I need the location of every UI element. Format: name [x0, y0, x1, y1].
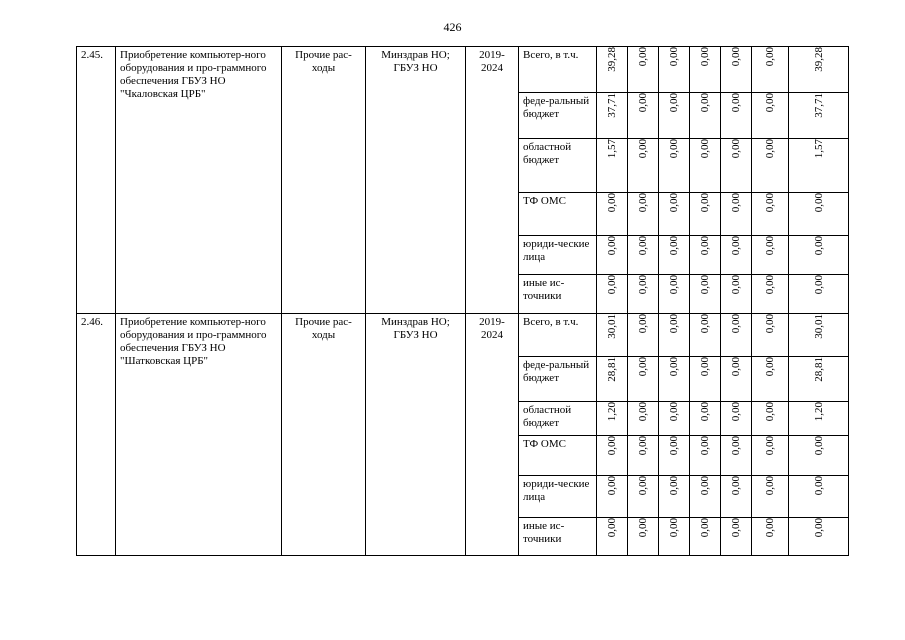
value-cell — [721, 236, 752, 275]
category-label: областной бюджет — [523, 141, 572, 166]
value-text: 0,00 — [699, 357, 711, 377]
value-cell — [628, 275, 659, 314]
value-cell — [659, 139, 690, 193]
value-text: 0,00 — [637, 139, 649, 159]
value-text: 0,00 — [668, 314, 680, 334]
value-cell — [628, 476, 659, 518]
value-cell — [752, 476, 789, 518]
page-number: 426 — [443, 20, 462, 34]
value-text: 0,00 — [668, 139, 680, 159]
value-text: 0,00 — [668, 518, 680, 538]
value-text: 0,00 — [812, 236, 825, 256]
expense-type-cell — [282, 314, 366, 556]
value-text: 0,00 — [637, 357, 649, 377]
expense-type: Прочие рас-ходы — [295, 316, 352, 341]
value-cell — [721, 47, 752, 93]
value-text: 0,00 — [699, 47, 711, 67]
value-cell — [659, 357, 690, 402]
value-text: 0,00 — [730, 275, 742, 295]
item-title: Приобретение компьютер-ного оборудования и про-граммного обеспечения ГБУЗ НО "Чкаловская ЦРБ" — [120, 49, 267, 100]
value-text: 0,00 — [637, 518, 649, 538]
value-text: 0,00 — [764, 357, 776, 377]
category-label: феде-ральный бюджет — [523, 359, 590, 384]
value-cell — [628, 236, 659, 275]
category-cell — [519, 357, 597, 402]
value-cell — [690, 357, 721, 402]
table-row — [77, 314, 849, 357]
value-text: 0,00 — [637, 476, 649, 496]
value-cell — [659, 93, 690, 139]
value-cell — [690, 314, 721, 357]
value-cell — [789, 139, 849, 193]
value-text: 0,00 — [730, 357, 742, 377]
value-text: 0,00 — [606, 518, 618, 538]
value-text: 0,00 — [764, 275, 776, 295]
value-text: 0,00 — [730, 193, 742, 213]
value-cell — [628, 47, 659, 93]
category-label: Всего, в т.ч. — [523, 316, 579, 328]
value-cell — [597, 402, 628, 436]
period: 2019-2024 — [479, 49, 505, 74]
value-cell — [752, 314, 789, 357]
value-cell — [789, 193, 849, 236]
value-text: 39,28 — [812, 47, 825, 72]
value-text: 0,00 — [699, 193, 711, 213]
expense-type-cell — [282, 47, 366, 314]
value-text: 0,00 — [637, 47, 649, 67]
value-cell — [752, 93, 789, 139]
category-cell — [519, 139, 597, 193]
value-cell — [628, 518, 659, 556]
value-text: 0,00 — [637, 275, 649, 295]
value-cell — [690, 518, 721, 556]
value-cell — [597, 476, 628, 518]
category-label: Всего, в т.ч. — [523, 49, 579, 61]
value-text: 0,00 — [812, 436, 825, 456]
category-cell — [519, 314, 597, 357]
value-text: 0,00 — [637, 436, 649, 456]
value-text: 0,00 — [764, 314, 776, 334]
value-text: 30,01 — [812, 314, 825, 339]
value-text: 0,00 — [764, 193, 776, 213]
table-row — [77, 47, 849, 93]
value-cell — [659, 47, 690, 93]
value-cell — [721, 436, 752, 476]
value-text: 0,00 — [637, 314, 649, 334]
category-label: иные ис-точники — [523, 277, 565, 302]
category-cell — [519, 402, 597, 436]
category-cell — [519, 275, 597, 314]
value-cell — [752, 402, 789, 436]
value-text: 0,00 — [764, 47, 776, 67]
value-cell — [690, 139, 721, 193]
value-cell — [690, 47, 721, 93]
value-cell — [789, 357, 849, 402]
value-text: 0,00 — [637, 193, 649, 213]
category-cell — [519, 518, 597, 556]
value-text: 0,00 — [730, 518, 742, 538]
period-cell — [466, 314, 519, 556]
value-cell — [690, 402, 721, 436]
value-cell — [597, 139, 628, 193]
value-cell — [789, 476, 849, 518]
executor: Минздрав НО; ГБУЗ НО — [381, 316, 450, 341]
value-text: 0,00 — [637, 402, 649, 422]
value-text: 0,00 — [668, 93, 680, 113]
value-text: 0,00 — [606, 476, 618, 496]
category-cell — [519, 436, 597, 476]
value-text: 0,00 — [730, 236, 742, 256]
value-cell — [628, 139, 659, 193]
item-number-cell — [77, 47, 116, 314]
value-cell — [721, 476, 752, 518]
value-text: 0,00 — [699, 436, 711, 456]
value-cell — [597, 357, 628, 402]
value-cell — [659, 436, 690, 476]
value-cell — [721, 93, 752, 139]
value-cell — [789, 47, 849, 93]
value-cell — [752, 139, 789, 193]
value-text: 0,00 — [668, 193, 680, 213]
executor-cell — [366, 314, 466, 556]
value-cell — [721, 314, 752, 357]
value-cell — [752, 275, 789, 314]
value-cell — [597, 436, 628, 476]
value-cell — [690, 476, 721, 518]
item-title: Приобретение компьютер-ного оборудования и про-граммного обеспечения ГБУЗ НО "Шатковская ЦРБ" — [120, 316, 267, 367]
value-text: 0,00 — [699, 275, 711, 295]
value-cell — [789, 402, 849, 436]
category-cell — [519, 193, 597, 236]
value-cell — [659, 402, 690, 436]
value-text: 0,00 — [668, 47, 680, 67]
value-text: 0,00 — [668, 476, 680, 496]
category-cell — [519, 476, 597, 518]
value-text: 0,00 — [699, 314, 711, 334]
financing-table — [76, 46, 849, 556]
value-text: 39,28 — [606, 47, 618, 72]
value-text: 0,00 — [668, 436, 680, 456]
value-text: 28,81 — [606, 357, 618, 382]
value-cell — [659, 476, 690, 518]
value-text: 1,20 — [606, 402, 618, 422]
value-cell — [721, 275, 752, 314]
value-text: 0,00 — [637, 236, 649, 256]
category-label: иные ис-точники — [523, 520, 565, 545]
value-cell — [789, 275, 849, 314]
executor: Минздрав НО; ГБУЗ НО — [381, 49, 450, 74]
value-cell — [752, 436, 789, 476]
value-text: 0,00 — [606, 436, 618, 456]
value-text: 0,00 — [606, 236, 618, 256]
value-cell — [659, 275, 690, 314]
value-cell — [752, 236, 789, 275]
value-text: 0,00 — [668, 357, 680, 377]
category-label: областной бюджет — [523, 404, 572, 429]
value-cell — [628, 193, 659, 236]
value-cell — [721, 402, 752, 436]
value-cell — [690, 436, 721, 476]
category-cell — [519, 236, 597, 275]
value-cell — [597, 236, 628, 275]
value-cell — [752, 47, 789, 93]
value-text: 0,00 — [730, 314, 742, 334]
value-text: 30,01 — [606, 314, 618, 339]
expense-type: Прочие рас-ходы — [295, 49, 352, 74]
value-cell — [690, 236, 721, 275]
value-text: 0,00 — [606, 275, 618, 295]
value-text: 0,00 — [764, 236, 776, 256]
value-cell — [789, 436, 849, 476]
value-text: 0,00 — [764, 476, 776, 496]
value-cell — [597, 518, 628, 556]
value-cell — [628, 314, 659, 357]
item-number: 2.46. — [81, 316, 103, 328]
value-text: 0,00 — [764, 518, 776, 538]
category-label: юриди-ческие лица — [523, 238, 590, 263]
value-text: 0,00 — [668, 402, 680, 422]
value-cell — [789, 314, 849, 357]
executor-cell — [366, 47, 466, 314]
value-cell — [721, 357, 752, 402]
value-cell — [789, 518, 849, 556]
value-cell — [597, 47, 628, 93]
value-text: 0,00 — [812, 518, 825, 538]
value-text: 0,00 — [699, 236, 711, 256]
value-text: 0,00 — [730, 402, 742, 422]
value-cell — [628, 357, 659, 402]
value-cell — [628, 93, 659, 139]
value-cell — [721, 518, 752, 556]
item-number-cell — [77, 314, 116, 556]
value-text: 37,71 — [606, 93, 618, 118]
value-text: 0,00 — [668, 275, 680, 295]
item-title-cell — [116, 314, 282, 556]
value-cell — [752, 193, 789, 236]
value-cell — [721, 139, 752, 193]
category-cell — [519, 93, 597, 139]
value-text: 0,00 — [730, 47, 742, 67]
value-text: 0,00 — [812, 476, 825, 496]
value-text: 0,00 — [730, 139, 742, 159]
value-text: 0,00 — [699, 518, 711, 538]
value-cell — [690, 193, 721, 236]
value-cell — [659, 193, 690, 236]
category-label: ТФ ОМС — [523, 195, 566, 207]
value-cell — [597, 314, 628, 357]
category-label: юриди-ческие лица — [523, 478, 590, 503]
value-cell — [597, 193, 628, 236]
value-text: 0,00 — [699, 93, 711, 113]
value-cell — [690, 93, 721, 139]
value-text: 1,57 — [606, 139, 618, 159]
value-text: 37,71 — [812, 93, 825, 118]
value-text: 0,00 — [699, 476, 711, 496]
value-cell — [789, 236, 849, 275]
value-cell — [659, 518, 690, 556]
value-cell — [659, 314, 690, 357]
category-label: феде-ральный бюджет — [523, 95, 590, 120]
value-text: 1,57 — [812, 139, 825, 159]
value-cell — [752, 357, 789, 402]
value-cell — [659, 236, 690, 275]
value-text: 0,00 — [730, 436, 742, 456]
value-text: 0,00 — [606, 193, 618, 213]
value-text: 0,00 — [637, 93, 649, 113]
value-text: 0,00 — [812, 193, 825, 213]
value-text: 28,81 — [812, 357, 825, 382]
value-cell — [597, 275, 628, 314]
value-text: 0,00 — [764, 139, 776, 159]
value-cell — [789, 93, 849, 139]
value-cell — [597, 93, 628, 139]
value-cell — [628, 402, 659, 436]
value-cell — [752, 518, 789, 556]
value-cell — [690, 275, 721, 314]
value-text: 0,00 — [699, 139, 711, 159]
value-cell — [721, 193, 752, 236]
value-text: 0,00 — [668, 236, 680, 256]
value-text: 0,00 — [730, 476, 742, 496]
category-label: ТФ ОМС — [523, 438, 566, 450]
value-text: 0,00 — [812, 275, 825, 295]
value-text: 0,00 — [764, 402, 776, 422]
value-text: 0,00 — [764, 93, 776, 113]
value-text: 0,00 — [699, 402, 711, 422]
category-cell — [519, 47, 597, 93]
period-cell — [466, 47, 519, 314]
value-text: 1,20 — [812, 402, 825, 422]
value-cell — [628, 436, 659, 476]
item-number: 2.45. — [81, 49, 103, 61]
period: 2019-2024 — [479, 316, 505, 341]
value-text: 0,00 — [730, 93, 742, 113]
item-title-cell — [116, 47, 282, 314]
value-text: 0,00 — [764, 436, 776, 456]
